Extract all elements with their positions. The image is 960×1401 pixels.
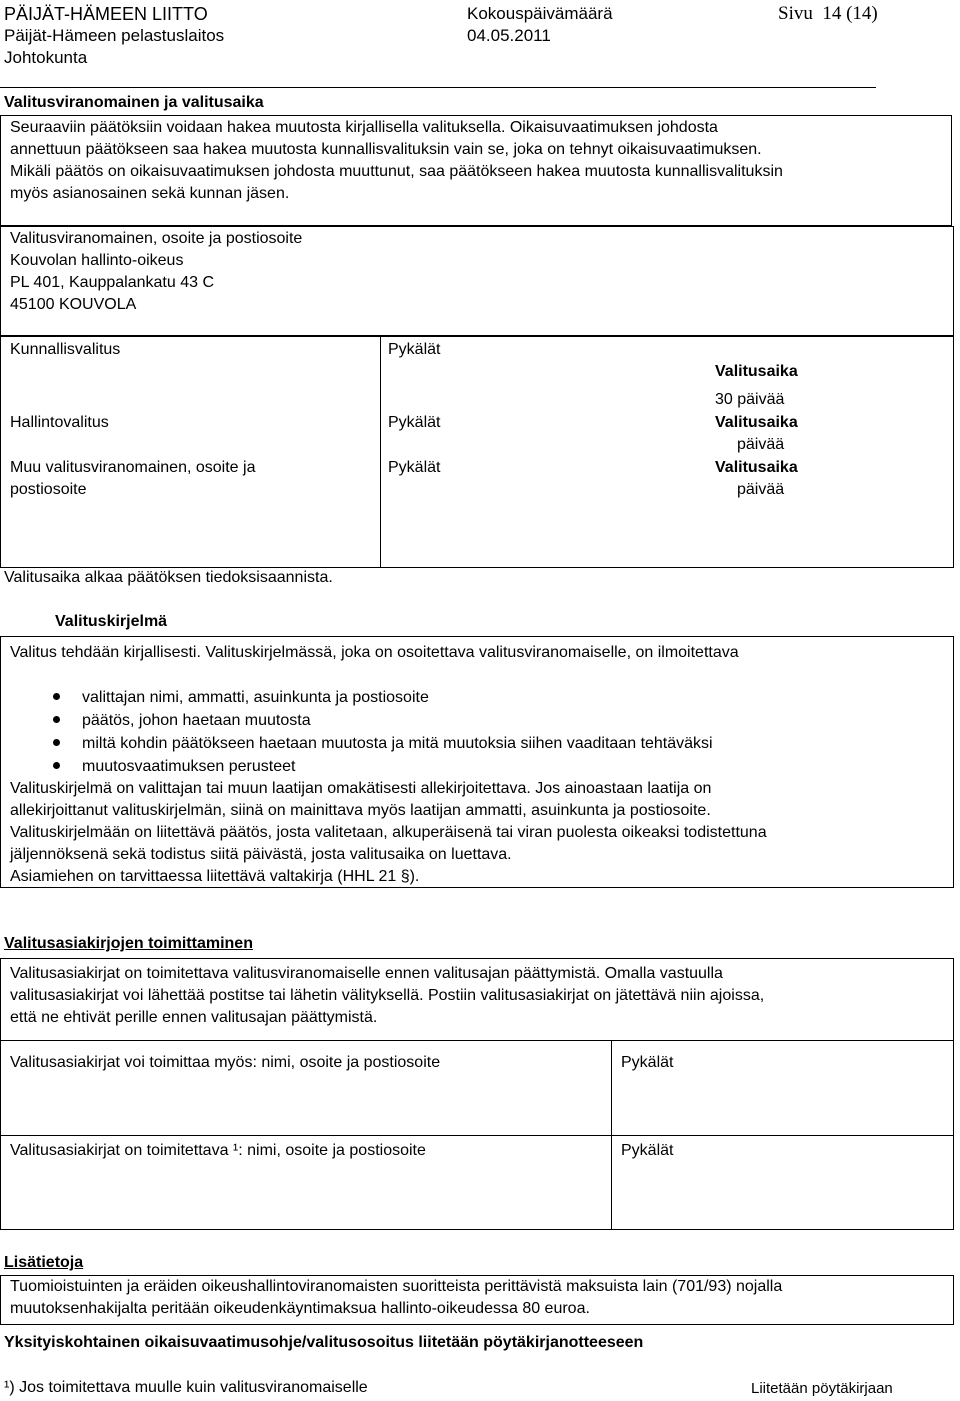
delivery-row-divider [0,1040,954,1041]
admin-appeal-time-label: Valitusaika [715,414,798,431]
table-divider [380,336,381,568]
municipal-appeal-label: Kunnallisvalitus [10,341,121,358]
bullet-item: miltä kohdin päätökseen haetaan muutosta ja mitä muutoksia siihen vaaditaan tehtäväksi [82,735,713,752]
delivery-option-sections: Pykälät [621,1054,674,1071]
dept-name: Päijät-Hämeen pelastuslaitos [4,26,225,45]
municipal-appeal-sections: Pykälät [388,341,441,358]
info-text: Tuomioistuinten ja eräiden oikeushallintoviranomaisten suoritteista perittävistä maksuista lain (701/93) nojalla muutoksenhakijalta peritään oikeudenkäyntimaksua hallinto-oikeudessa 80 euroa. [10,1278,783,1317]
bullet-dot [53,739,60,746]
delivery-row-divider [0,1135,954,1136]
bullet-item: muutosvaatimuksen perusteet [82,758,296,775]
municipal-appeal-time: 30 päivää [715,391,785,408]
other-authority-label: Muu valitusviranomainen, osoite ja [10,459,256,476]
admin-appeal-sections: Pykälät [388,414,441,431]
bullet-item: päätös, johon haetaan muutosta [82,712,311,729]
other-authority-time: päivää [737,481,785,498]
bullet-dot [53,716,60,723]
footer-attached: Liitetään pöytäkirjaan [751,1380,893,1397]
authority-text: Valitusviranomainen, osoite ja postiosoite Kouvolan hallinto-oikeus PL 401, Kauppalankatu 43 C 45100 KOUVOLA [10,230,303,313]
bullet-dot [53,693,60,700]
delivery-required-sections: Pykälät [621,1142,674,1159]
body-name: Johtokunta [4,48,88,67]
appeal-title: Valitusviranomainen ja valitusaika [4,94,264,111]
letter-title: Valituskirjelmä [55,613,168,630]
other-authority-sections: Pykälät [388,459,441,476]
admin-appeal-label: Hallintovalitus [10,414,109,431]
delivery-text: Valitusasiakirjat on toimitettava valitusviranomaiselle ennen valitusajan päättymistä. Omalla vastuulla valitusasiakirjat voi lähettää postitse tai lähetin välityksellä. Postiin valitusasiakirjat on jätettävä niin ajoissa, että ne ehtivät perille ennen valitusajan päättymistä. [10,965,765,1026]
info-title: Lisätietoja [4,1254,84,1271]
appeal-routes-table [0,336,954,568]
admin-appeal-time: päivää [737,436,785,453]
delivery-option-label: Valitusasiakirjat voi toimittaa myös: nimi, osoite ja postiosoite [10,1054,441,1071]
header-rule [0,87,876,88]
other-authority-time-label: Valitusaika [715,459,798,476]
delivery-title: Valitusasiakirjojen toimittaminen [4,935,253,952]
municipal-appeal-time-label: Valitusaika [715,363,798,380]
detailed-instructions-note: Yksityiskohtainen oikaisuvaatimusohje/valitusosoitus liitetään pöytäkirjanotteeseen [4,1334,644,1351]
meeting-date: 04.05.2011 [467,26,551,45]
bullet-item: valittajan nimi, ammatti, asuinkunta ja postiosoite [82,689,429,706]
bullet-dot [53,762,60,769]
org-name: PÄIJÄT-HÄMEEN LIITTO [4,4,208,24]
letter-intro: Valitus tehdään kirjallisesti. Valituskirjelmässä, joka on osoitettava valitusviranomaiselle, on ilmoitettava [10,644,739,661]
letter-requirements: Valituskirjelmä on valittajan tai muun laatijan omakätisesti allekirjoitettava. Jos ainoastaan laatija on allekirjoittanut valituskirjelmän, siinä on mainittava myös laatijan ammatti, asuinkunta ja postiosoite. Valituskirjelmään on liitettävä päätös, josta valitetaan, alkuperäisenä tai viran puolesta oikeaksi todistettuna jäljennöksenä sekä todistus siitä päivästä, josta valitusaika on luettava. Asiamiehen on tarvittaessa liitettävä valtakirja (HHL 21 §). [10,780,767,885]
meeting-date-label: Kokouspäivämäärä [467,4,613,23]
delivery-required-label: Valitusasiakirjat on toimitettava ¹: nimi, osoite ja postiosoite [10,1142,426,1159]
appeal-text: Seuraaviin päätöksiin voidaan hakea muutosta kirjallisella valituksella. Oikaisuvaatimuksen johdosta annettuun päätökseen saa hakea muutosta kunnallisvalituksin vain se, joka on tehnyt oikaisuvaatimuksen. Mikäli päätös on oikaisuvaatimuksen johdosta muuttunut, saa päätökseen hakea muutosta kunnallisvalituksin myös asianosainen sekä kunnan jäsen. [10,119,783,202]
footer-note: ¹) Jos toimitettava muulle kuin valitusviranomaiselle [4,1379,368,1396]
delivery-col-divider [611,1040,612,1230]
appeal-time-start-note: Valitusaika alkaa päätöksen tiedoksisaannista. [4,569,333,586]
other-authority-label-2: postiosoite [10,481,87,498]
page-number: Sivu 14 (14) [778,3,878,24]
